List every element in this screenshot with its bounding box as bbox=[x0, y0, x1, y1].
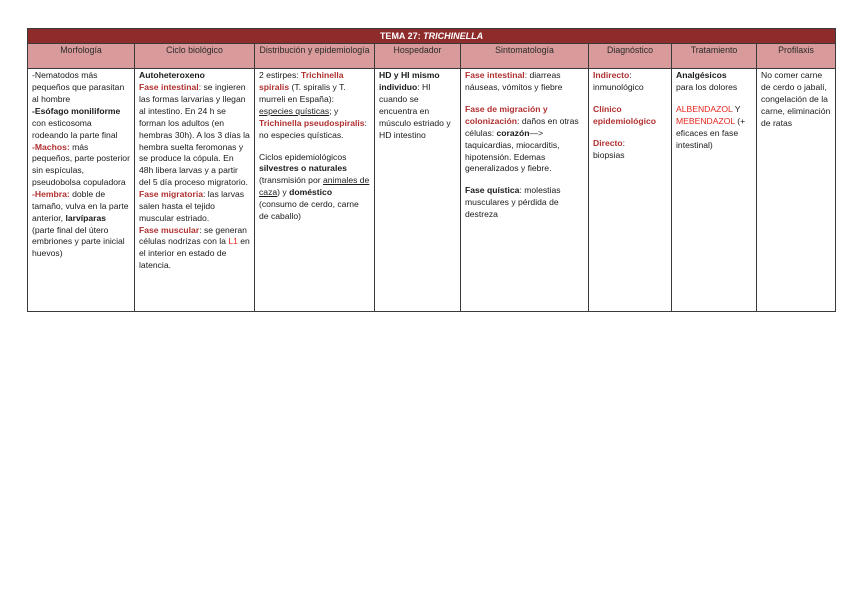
spacer bbox=[465, 94, 584, 104]
spacer bbox=[593, 128, 667, 138]
cell-ciclo bbox=[135, 69, 255, 312]
distribucion-t2: (T. spiralis y T. murreli en España): bbox=[259, 82, 346, 105]
l1-label: L1 bbox=[228, 236, 238, 247]
especies-quisticas: especies quísticas bbox=[259, 105, 330, 116]
column-header-distribucion: Distribución y epidemiología bbox=[255, 44, 375, 69]
cell-tratamiento bbox=[672, 69, 757, 312]
indirecto-label: Indirecto bbox=[593, 70, 630, 81]
tratamiento-drugs bbox=[676, 104, 752, 151]
directo-text: biopsias bbox=[593, 149, 625, 160]
fase-muscular-text-a: : se generan células nodrizas con la bbox=[139, 224, 247, 247]
cell-diagnostico bbox=[589, 69, 672, 312]
sintoma-fase-migracion bbox=[465, 104, 584, 175]
distribucion-t1: 2 estirpes: bbox=[259, 70, 302, 81]
diagnostico-indirecto bbox=[593, 70, 667, 82]
mebendazol-label: MEBENDAZOL bbox=[676, 115, 735, 126]
summary-table bbox=[27, 28, 836, 312]
header-row bbox=[28, 44, 836, 69]
sintoma-fase-quistica-text: : molestias musculares y pérdida de destreza bbox=[465, 185, 561, 219]
hembra-text: doble de tamaño, vulva en la parte anterior, bbox=[32, 189, 129, 223]
distribucion-t6: ) y bbox=[277, 187, 290, 198]
ciclo-fase-intestinal bbox=[139, 82, 250, 189]
indirecto-colon: : bbox=[629, 70, 632, 81]
morfologia-machos bbox=[32, 142, 130, 189]
arrow-glyph: —> bbox=[529, 127, 544, 138]
column-header-morfologia: Morfología bbox=[28, 44, 135, 69]
cell-hospedador bbox=[375, 69, 461, 312]
morfologia-esofago bbox=[32, 106, 130, 142]
esofago-label: -Esófago moniliforme bbox=[32, 105, 121, 116]
title-prefix: TEMA 27: bbox=[379, 31, 424, 41]
distribucion-t3: ; y bbox=[329, 105, 339, 116]
tratamiento-heading-text: para los dolores bbox=[676, 82, 738, 93]
column-header-ciclo: Ciclo biológico bbox=[135, 44, 255, 69]
fase-migratoria-text: : las larvas salen hasta el tejido muscular estriado. bbox=[139, 189, 245, 223]
morfologia-hembra bbox=[32, 189, 130, 260]
hembra-label: -Hembra: bbox=[32, 189, 70, 199]
sintoma-fase-intestinal-text: : diarreas náuseas, vómitos y fiebre bbox=[465, 70, 563, 93]
trichinella-pseudospiralis: Trichinella pseudospiralis bbox=[259, 117, 365, 128]
fase-muscular-label: Fase muscular bbox=[139, 224, 200, 235]
title-row bbox=[28, 29, 836, 44]
sintoma-fase-migracion-text-a: : daños en otras células: bbox=[465, 115, 579, 138]
ciclo-heading: Autoheteroxeno bbox=[139, 70, 205, 81]
spacer bbox=[259, 142, 370, 152]
sintoma-fase-quistica-label: Fase quística bbox=[465, 185, 520, 196]
profilaxis-text: No comer carne de cerdo o jabalí, congelación de la carne, eliminación de ratas bbox=[761, 70, 831, 128]
corazon-label: corazón bbox=[496, 127, 530, 138]
clinico-epidemiologico: Clínico epidemiológico bbox=[593, 104, 657, 126]
machos-label: -Machos: bbox=[32, 141, 70, 152]
fase-intestinal-label: Fase intestinal bbox=[139, 82, 199, 93]
hospedador-text bbox=[379, 70, 456, 141]
fase-muscular-text-b: en el interior en estado de latencia. bbox=[139, 236, 250, 271]
tratamiento-heading: Analgésicos bbox=[676, 70, 727, 81]
column-header-profilaxis: Profilaxis bbox=[757, 44, 836, 69]
albendazol-label: ALBENDAZOL bbox=[676, 104, 733, 115]
distribucion-t5: (transmisión por bbox=[259, 175, 323, 186]
column-header-diagnostico: Diagnóstico bbox=[589, 44, 672, 69]
animales-de-caza: animales de caza bbox=[259, 175, 370, 198]
esofago-text: con esticosoma rodeando la parte final bbox=[32, 117, 118, 140]
ciclo-silvestre: silvestres o naturales bbox=[259, 163, 347, 174]
distribucion-t4: : no especies quísticas. bbox=[259, 117, 367, 140]
sintoma-fase-intestinal-label: Fase intestinal bbox=[465, 70, 525, 81]
cell-profilaxis bbox=[757, 69, 836, 312]
ciclo-domestico: doméstico bbox=[289, 187, 333, 198]
tratamiento-note: (+ eficaces en fase intestinal) bbox=[676, 115, 746, 150]
larviparas-text: (parte final del útero embriones y parte inicial huevos) bbox=[32, 224, 125, 259]
directo-colon: : bbox=[622, 137, 625, 148]
sintoma-fase-intestinal bbox=[465, 70, 584, 94]
distribucion-ciclos-label: Ciclos epidemiológicos bbox=[259, 151, 347, 162]
table-title bbox=[28, 29, 836, 44]
directo-label: Directo bbox=[593, 137, 623, 148]
distribucion-ciclos bbox=[259, 152, 370, 223]
drug-joiner: Y bbox=[732, 104, 741, 115]
trichinella-spiralis: Trichinella spiralis bbox=[259, 70, 344, 93]
larviparas-label: larvíparas bbox=[65, 212, 107, 223]
title-topic: TRICHINELLA bbox=[423, 31, 484, 41]
hospedador-bold: HD y HI mismo individuo bbox=[379, 70, 440, 93]
sintoma-fase-quistica bbox=[465, 185, 584, 221]
ciclo-fase-muscular bbox=[139, 225, 250, 272]
diagnostico-directo bbox=[593, 138, 667, 150]
morfologia-intro: -Nematodos más pequeños que parasitan al hombre bbox=[32, 70, 125, 105]
ciclo-fase-migratoria bbox=[139, 189, 250, 225]
cell-distribucion bbox=[255, 69, 375, 312]
column-header-hospedador: Hospedador bbox=[375, 44, 461, 69]
machos-text: más pequeños, parte posterior sin espículas, pseudobolsa copuladora bbox=[32, 141, 130, 188]
column-header-sintomatologia: Sintomatología bbox=[461, 44, 589, 69]
fase-intestinal-text: : se ingieren las formas larvarias y llegan al intestino. En 24 h se forman los adultos (en hembras 30h). A los 3 días la hembra suelta feromonas y se produce la cópula. En 48h libera larvas y a partir del 5 día proceso migratorio. bbox=[139, 82, 250, 188]
hospedador-detail: : HI cuando se encuentra en músculo estriado y HD intestino bbox=[379, 82, 451, 140]
fase-migratoria-label: Fase migratoria bbox=[139, 189, 203, 199]
sintoma-fase-migracion-text-b: taquicardias, miocarditis, hipotensión. Edemas generalizados y fiebre. bbox=[465, 139, 560, 174]
spacer bbox=[593, 94, 667, 104]
cell-sintomatologia bbox=[461, 69, 589, 312]
content-row bbox=[28, 69, 836, 312]
sintoma-fase-migracion-label: Fase de migración y colonización bbox=[465, 104, 548, 126]
distribucion-t7: (consumo de cerdo, carne de caballo) bbox=[259, 199, 359, 221]
spacer bbox=[676, 94, 752, 104]
column-header-tratamiento: Tratamiento bbox=[672, 44, 757, 69]
cell-morfologia bbox=[28, 69, 135, 312]
indirecto-text: inmunológico bbox=[593, 82, 644, 93]
distribucion-estirpes bbox=[259, 70, 370, 141]
spacer bbox=[465, 175, 584, 185]
